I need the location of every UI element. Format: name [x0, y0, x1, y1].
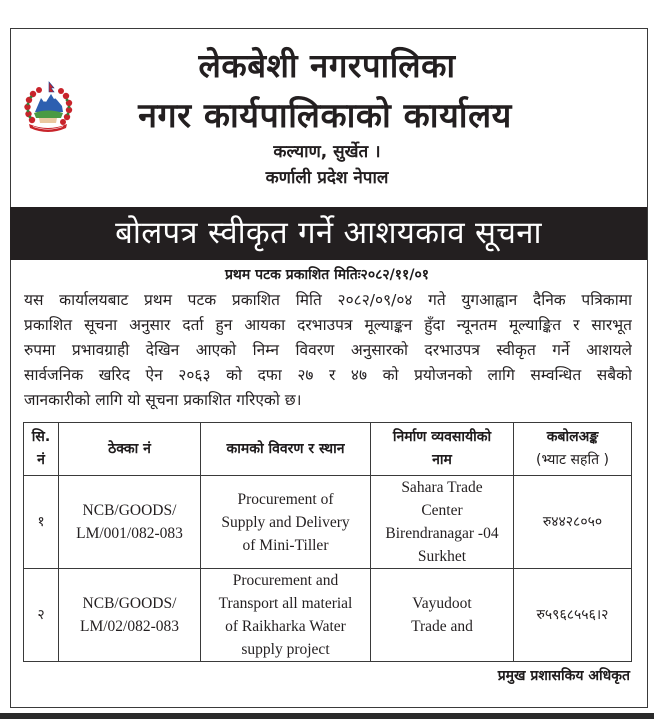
- header-amount: [514, 423, 632, 476]
- header-serial-number: [24, 423, 59, 476]
- notice-title-banner: [10, 207, 647, 260]
- publication-date: प्रथम पटक प्रकाशित मितिः२०८२/११/०१: [224, 267, 430, 283]
- cell-contract-number: [59, 569, 201, 662]
- contract-no-line: LM/001/082-083: [76, 525, 183, 542]
- body-line: प्रकाशित सूचना अनुसार दर्ता हुन आयका दरभाउपत्र मूल्याङ्कन हुँदा न्यूनतम मूल्याङ्कित र सारभूत: [24, 316, 632, 334]
- cell-contract-number: [59, 476, 201, 569]
- header-amount-line1: कबोलअङ्क: [546, 429, 599, 445]
- location-line-2: कर्णाली प्रदेश नेपाल: [265, 168, 389, 188]
- body-line: रुपमा प्रभावग्राही देखिन आएको निम्न विवरण अनुसारको दरभाउपत्र स्वीकृत गर्ने आशयले: [24, 341, 632, 359]
- award-table: [23, 422, 632, 662]
- cell-contractor: [371, 476, 514, 569]
- description-line: Procurement of: [237, 490, 334, 508]
- contractor-line: Center: [421, 502, 463, 519]
- body-line: जानकारीको लागि यो सूचना प्रकाशित गरिएको छ।: [24, 391, 302, 409]
- contract-no-line: LM/02/082-083: [79, 618, 180, 635]
- bottom-rule: [0, 713, 654, 719]
- contractor-line: Sahara Trade: [401, 479, 483, 496]
- description-line: of Mini-Tiller: [242, 536, 329, 554]
- description-line: of Raikharka Water: [225, 618, 346, 635]
- cell-description: [201, 569, 371, 662]
- contract-no-line: NCB/GOODS/: [82, 502, 177, 519]
- contract-no-line: NCB/GOODS/: [82, 595, 177, 612]
- description-line: Supply and Delivery: [221, 513, 350, 531]
- contractor-line: Surkhet: [417, 548, 467, 565]
- cell-amount: रु५९६८५५६।२: [514, 569, 632, 662]
- header-sn-line2: नं: [37, 452, 45, 468]
- header-contractor: [371, 423, 514, 476]
- signatory-title: प्रमुख प्रशासकिय अधिकृत: [497, 668, 630, 684]
- nepal-government-emblem-icon: [23, 80, 73, 138]
- description-line: supply project: [241, 641, 330, 658]
- table-header-row: [24, 423, 632, 476]
- table-row: [24, 476, 632, 569]
- body-line: सार्वजनिक खरिद ऐन २०६३ को दफा २७ र ४७ को प्रयोजनको लागि सम्वन्धित सबैको: [24, 366, 632, 384]
- notice-body: [24, 288, 632, 413]
- description-line: Procurement and: [232, 572, 339, 589]
- header-contractor-line1: निर्माण व्यवसायीको: [392, 429, 492, 445]
- office-name: नगर कार्यपालिकाको कार्यालय: [138, 96, 512, 136]
- contractor-line: Vayudoot: [412, 595, 472, 612]
- contractor-line: Birendranagar -04: [385, 525, 499, 542]
- cell-serial-number: २: [24, 569, 59, 662]
- contractor-line: Trade and: [411, 618, 473, 635]
- cell-description: [201, 476, 371, 569]
- header-sn-line1: सि.: [31, 429, 51, 445]
- description-line: Transport all material: [218, 595, 353, 612]
- municipality-name: लेकबेशी नगरपालिका: [198, 46, 456, 85]
- body-line: यस कार्यालयबाट प्रथम पटक प्रकाशित मिति २०८२/०९/०४ गते युगआह्वान दैनिक पत्रिकामा: [24, 291, 632, 309]
- cell-contractor: [371, 569, 514, 662]
- notice-title: बोलपत्र स्वीकृत गर्ने आशयकाव सूचना: [115, 215, 542, 251]
- location-line-1: कल्याण, सुर्खेत ।: [273, 142, 381, 162]
- cell-serial-number: १: [24, 476, 59, 569]
- header-contractor-line2: नाम: [432, 452, 452, 468]
- header-amount-line2: (भ्याट सहति ): [536, 452, 609, 468]
- cell-amount: रु४४२८०५०: [514, 476, 632, 569]
- table-row: [24, 569, 632, 662]
- header-description: कामको विवरण र स्थान: [201, 423, 371, 476]
- header-contract-number: ठेक्का नं: [59, 423, 201, 476]
